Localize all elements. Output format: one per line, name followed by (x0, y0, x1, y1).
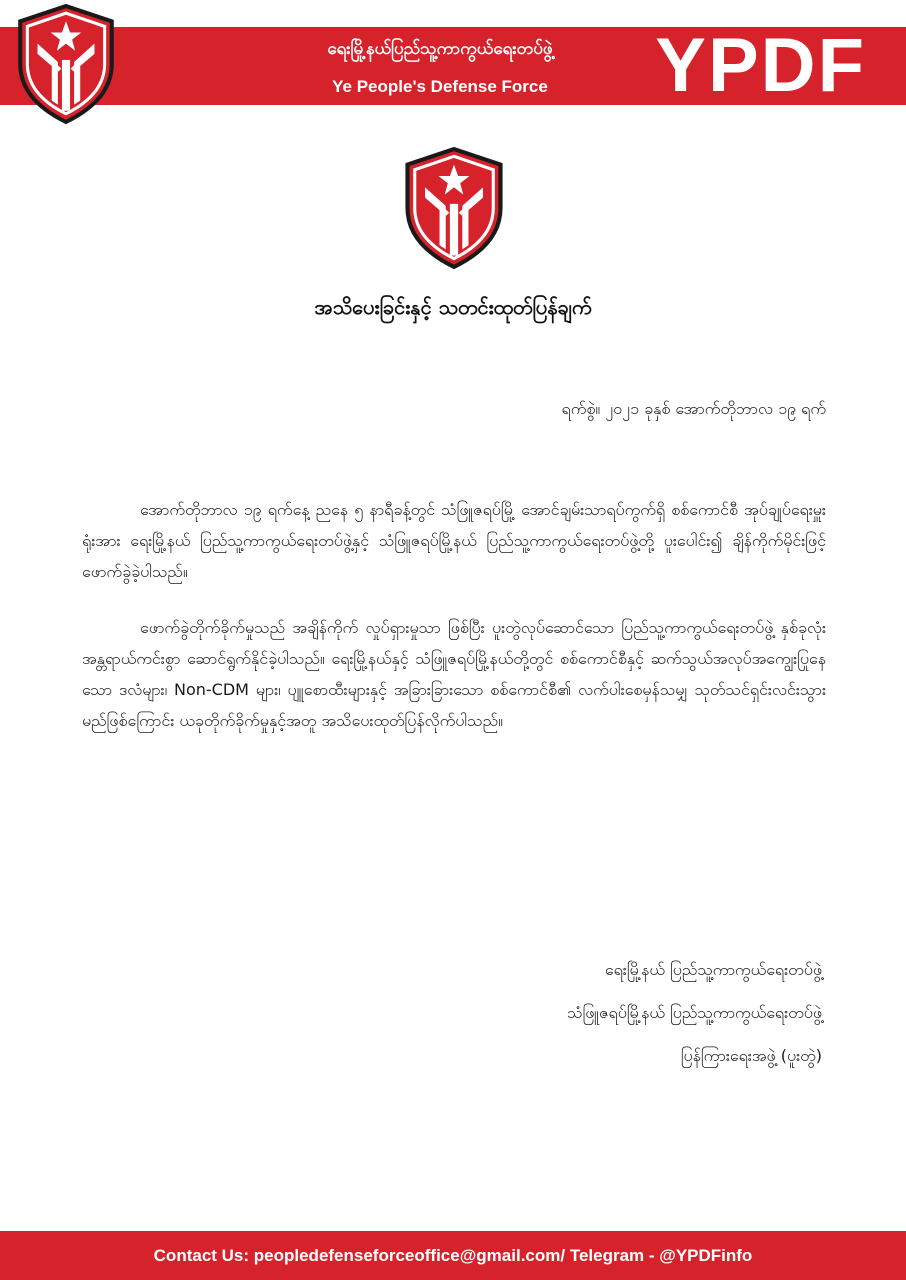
document-date: ရက်စွဲ။ ၂၀၂၁ ခုနှစ် အောက်တိုဘာလ ၁၉ ရက် (561, 399, 826, 418)
ypdf-shield-emblem-icon (402, 146, 506, 270)
document-title: အသိပေးခြင်းနှင့် သတင်းထုတ်ပြန်ချက် (314, 295, 592, 319)
header-org-name-my: ရေးမြို့နယ်ပြည်သူ့ကာကွယ်ရေးတပ်ဖွဲ့ (327, 39, 553, 59)
header-abbr: YPDF (655, 23, 866, 108)
ypdf-shield-emblem-icon (14, 3, 118, 125)
signature-line-2: သံဖြူဇရပ်မြို့နယ် ပြည်သူ့ကာကွယ်ရေးတပ်ဖွဲ့ (567, 1003, 822, 1022)
body-paragraph-2: ဖောက်ခွဲတိုက်ခိုက်မှုသည် အချိန်ကိုက် လှုပ်ရှားမှုသာ ဖြစ်ပြီး ပူးတွဲလုပ်ဆောင်သော ပြည်သူ့ကာကွယ်ရေးတပ်ဖွဲ့ နှစ်ခုလုံး အန္တရာယ်ကင်းစွာ ဆောင်ရွက်နိုင်ခဲ့ပါသည်။ ရေးမြို့နယ်နှင့် သံဖြူဇရပ်မြို့နယ်တို့တွင် စစ်ကောင်စီနှင့် ဆက်သွယ်အလုပ်အကျွေးပြုနေသော ဒလံများ၊ Non-CDM များ၊ ပျူစောထီးများနှင့် အခြားခြားသော စစ်ကောင်စီ၏ လက်ပါးစေမှန်သမျှ သုတ်သင်ရှင်းလင်းသွားမည်ဖြစ်ကြောင်း ယခုတိုက်ခိုက်မှုနှင့်အတူ အသိပေးထုတ်ပြန်လိုက်ပါသည်။ (82, 618, 826, 730)
header-org-name-en: Ye People's Defense Force (332, 77, 548, 96)
body-paragraph-1: အောက်တိုဘာလ ၁၉ ရက်နေ့ ညနေ ၅ နာရီခန့်တွင် သံဖြူဇရပ်မြို့ အောင်ချမ်းသာရပ်ကွက်ရှိ စစ်ကောင်စီ အုပ်ချုပ်ရေးမှူးရုံးအား ရေးမြို့နယ် ပြည်သူ့ကာကွယ်ရေးတပ်ဖွဲ့နှင့် သံဖြူဇရပ်မြို့နယ် ပြည်သူ့ကာကွယ်ရေးတပ်ဖွဲ့တို့ ပူးပေါင်း၍ ချိန်ကိုက်မိုင်းဖြင့် ဖောက်ခွဲခဲ့ပါသည်။ (82, 500, 826, 581)
signature-block (567, 948, 822, 1077)
signature-line-3: ပြန်ကြားရေးအဖွဲ့ (ပူးတွဲ) (680, 1046, 822, 1065)
footer-contact: Contact Us: peopledefenseforceoffice@gmail.com/ Telegram - @YPDFinfo (0, 1231, 906, 1280)
signature-line-1: ရေးမြို့နယ် ပြည်သူ့ကာကွယ်ရေးတပ်ဖွဲ့ (604, 960, 822, 979)
